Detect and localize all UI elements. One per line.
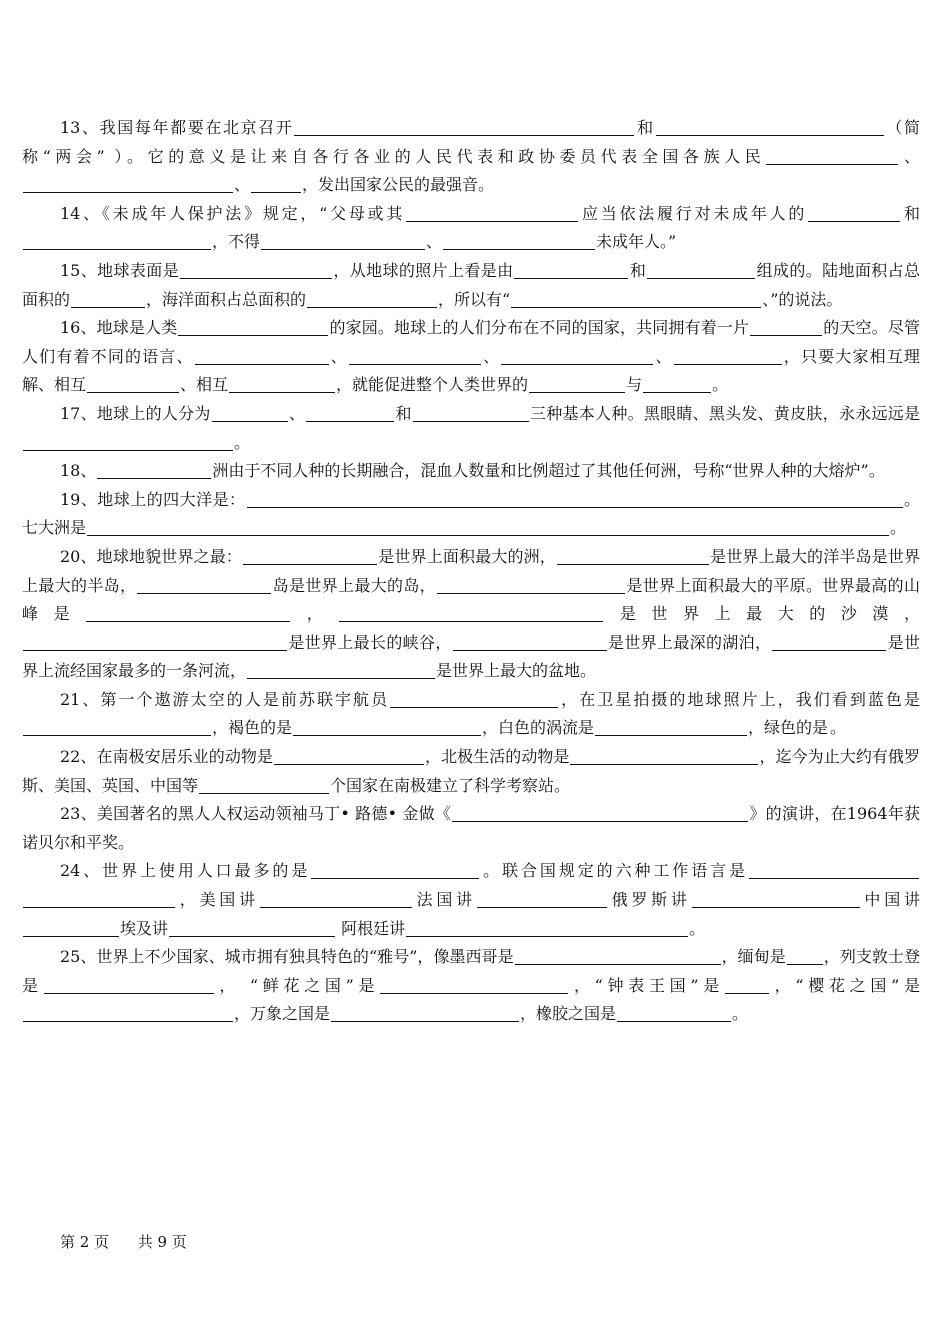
answer-blank[interactable] (23, 917, 119, 937)
question-text: 是世界上最大的沙漠， (604, 604, 920, 624)
question-text: 15、地球表面是 (60, 260, 179, 280)
question-text: 、相互 (180, 375, 229, 395)
answer-blank[interactable] (406, 917, 688, 937)
answer-blank[interactable] (261, 230, 425, 250)
answer-blank[interactable] (195, 345, 329, 365)
question-text: ，“钟表王国”是 (569, 975, 724, 995)
question-item (22, 200, 920, 257)
answer-blank[interactable] (180, 259, 332, 279)
answer-blank[interactable] (212, 402, 288, 422)
question-item (22, 400, 920, 457)
question-text: ， “鲜花之国”是 (214, 975, 380, 995)
answer-blank[interactable] (331, 1002, 519, 1022)
question-text: 25、世界上不少国家、城市拥有独具特色的“雅号”，像墨西哥是 (60, 947, 514, 967)
question-text: 俄罗斯讲 (607, 890, 691, 910)
answer-blank[interactable] (772, 631, 886, 651)
question-text: 、 (426, 232, 443, 252)
answer-blank[interactable] (311, 859, 479, 879)
question-text: ，所以有“ (438, 289, 511, 309)
answer-blank[interactable] (294, 116, 634, 136)
question-text: ，白色的涡流是 (482, 718, 595, 738)
answer-blank[interactable] (339, 602, 603, 622)
question-item (22, 800, 920, 857)
question-text: 22、在南极安居乐业的动物是 (60, 747, 273, 767)
answer-blank[interactable] (23, 431, 233, 451)
answer-blank[interactable] (23, 230, 211, 250)
question-text: 和 (901, 203, 920, 223)
answer-blank[interactable] (766, 145, 898, 165)
question-text: 是世界上面积最大的洲， (378, 546, 556, 566)
answer-blank[interactable] (529, 373, 625, 393)
answer-blank[interactable] (86, 602, 290, 622)
answer-blank[interactable] (307, 288, 437, 308)
question-text: 、 (899, 146, 920, 166)
question-text: 17、地球上的人分为 (60, 403, 211, 423)
answer-blank[interactable] (247, 659, 435, 679)
question-text: 是世界上流经国家最多的一条河流， (22, 632, 920, 681)
question-text: ，“樱花之国”是 (769, 975, 920, 995)
question-text: 20、地球地貌世界之最： (60, 546, 243, 566)
question-text: 和 (395, 403, 412, 423)
answer-blank[interactable] (452, 802, 748, 822)
answer-blank[interactable] (97, 459, 211, 479)
question-item (22, 857, 920, 943)
answer-blank[interactable] (437, 574, 625, 594)
answer-blank[interactable] (87, 373, 179, 393)
answer-blank[interactable] (178, 316, 328, 336)
answer-blank[interactable] (647, 259, 755, 279)
question-item (22, 543, 920, 686)
question-text: ，北极生活的动物是 (425, 747, 570, 767)
question-text: 未成年人。” (596, 232, 677, 252)
question-text: ，橡胶之国是 (520, 1004, 617, 1024)
question-text: 16、地球是人类 (60, 318, 178, 338)
question-text: 21、第一个遨游太空的人是前苏联宇航员 (60, 689, 390, 709)
question-text: 。 (712, 375, 729, 395)
question-text: 是世界上最大的洋半岛是世界上最大的半岛， (22, 546, 920, 595)
question-text: ，绿色的是 (748, 718, 829, 738)
answer-blank[interactable] (169, 917, 335, 937)
answer-blank[interactable] (243, 545, 377, 565)
question-text: 阿根廷讲 (336, 918, 406, 938)
question-text: 三种基本人种。黑眼睛、黑头发、黄皮肤，永永远远是 (529, 403, 920, 423)
answer-blank[interactable] (643, 373, 711, 393)
answer-blank[interactable] (229, 373, 335, 393)
question-text: ，就能促进整个人类世界的 (336, 375, 529, 395)
answer-blank[interactable] (453, 631, 607, 651)
answer-blank[interactable] (380, 974, 568, 994)
question-text: 是世界上最深的湖泊， (607, 632, 772, 652)
question-text: 14、《未成年人保护法》规定，“父母或其 (60, 203, 406, 223)
answer-blank[interactable] (199, 774, 329, 794)
question-text: 。七大洲是 (22, 489, 920, 538)
question-item (22, 486, 920, 543)
question-text: 应当依法履行对未成年人的 (579, 203, 808, 223)
question-item (22, 314, 920, 400)
answer-blank[interactable] (515, 945, 721, 965)
answer-blank[interactable] (23, 173, 233, 193)
question-item (22, 457, 920, 486)
question-text: 、 (288, 403, 306, 423)
question-text: （简称“两会” ）。它的意义是让来自各行各业的人民代表和政协委员代表全国各族人民 (22, 118, 920, 166)
question-text: 18、 (60, 461, 97, 481)
question-text: ，发出国家公民的最强音。 (302, 175, 495, 195)
answer-blank[interactable] (293, 716, 481, 736)
answer-blank[interactable] (23, 716, 211, 736)
page-number: 第 2 页 (60, 1233, 110, 1251)
answer-blank[interactable] (656, 116, 884, 136)
question-text: ，在卫星拍摄的地球照片上，我们看到蓝色是 (559, 689, 920, 709)
answer-blank[interactable] (750, 316, 822, 336)
question-text: ，海洋面积占总面积的 (146, 289, 307, 309)
answer-blank[interactable] (251, 173, 301, 193)
answer-blank[interactable] (674, 345, 782, 365)
answer-blank[interactable] (787, 945, 823, 965)
question-item (22, 943, 920, 1029)
question-text: 。 (234, 432, 251, 452)
answer-blank[interactable] (23, 631, 287, 651)
question-text: 埃及讲 (120, 918, 169, 938)
question-text: 。 (890, 518, 907, 538)
answer-blank[interactable] (44, 974, 214, 994)
question-text: 的天空。尽管人们有着不同的语言、 (22, 318, 920, 366)
answer-blank[interactable] (595, 716, 747, 736)
question-text: 中国讲 (860, 890, 920, 910)
answer-blank[interactable] (260, 888, 412, 908)
answer-blank[interactable] (406, 202, 578, 222)
question-text: 和 (629, 260, 647, 280)
answer-blank[interactable] (692, 888, 860, 908)
question-text: ，列支敦士登是 (22, 947, 920, 995)
question-text: 。 (830, 718, 847, 738)
answer-blank[interactable] (511, 288, 761, 308)
answer-blank[interactable] (617, 1002, 731, 1022)
question-text: ，褐色的是 (212, 718, 293, 738)
question-text: 、 (329, 346, 348, 366)
question-text: 岛是世界上最大的岛， (272, 575, 436, 595)
question-text: 23、美国著名的黑人人权运动领袖马丁• 路德• 金做《 (60, 804, 452, 824)
question-text: ，迄今为止大约有俄罗斯、美国、英国、中国等 (22, 747, 920, 795)
question-text: ，缅甸是 (721, 947, 786, 967)
question-text: 个国家在南极建立了科学考察站。 (330, 775, 571, 795)
question-text: 、 (481, 346, 501, 366)
question-text: 与 (626, 375, 643, 395)
question-text: ，不得 (212, 232, 261, 252)
question-text: 》的演讲，在1964年获诺贝尔和平奖。 (22, 804, 920, 852)
question-text: ，只要大家相互理解、相互 (22, 346, 920, 395)
question-text: 、 (234, 175, 251, 195)
answer-blank[interactable] (247, 488, 903, 508)
answer-blank[interactable] (477, 888, 607, 908)
question-text: 、 (654, 346, 673, 366)
answer-blank[interactable] (570, 745, 758, 765)
document-body (22, 114, 920, 1029)
question-text: 。 (689, 918, 706, 938)
question-text: ，从地球的照片上看是由 (332, 260, 514, 280)
question-text: 法国讲 (412, 890, 476, 910)
answer-blank[interactable] (306, 402, 394, 422)
answer-blank[interactable] (274, 745, 424, 765)
answer-blank[interactable] (725, 974, 769, 994)
question-item (22, 114, 920, 200)
question-text: 是世界上面积最大的平原。世界最高的山峰是 (22, 575, 920, 624)
question-text: 、”的说法。 (762, 289, 843, 309)
question-item (22, 257, 920, 314)
question-text: ，美国讲 (176, 890, 259, 910)
question-text: 19、地球上的四大洋是： (60, 489, 246, 509)
question-text: 。 (732, 1004, 749, 1024)
answer-blank[interactable] (413, 402, 529, 422)
answer-blank[interactable] (749, 859, 919, 879)
answer-blank[interactable] (137, 574, 271, 594)
page-footer (60, 1230, 187, 1254)
answer-blank[interactable] (23, 888, 175, 908)
question-text: 和 (635, 118, 655, 137)
answer-blank[interactable] (443, 230, 595, 250)
question-text: ， (291, 604, 339, 624)
question-item (22, 686, 920, 743)
answer-blank[interactable] (87, 516, 889, 536)
answer-blank[interactable] (514, 259, 628, 279)
answer-blank[interactable] (71, 288, 145, 308)
question-text: 的家园。地球上的人们分布在不同的国家，共同拥有着一片 (329, 318, 750, 338)
question-text: 是世界上最长的峡谷， (288, 632, 452, 652)
answer-blank[interactable] (501, 345, 653, 365)
question-text: 组成的。陆地面积占总面积的 (22, 260, 920, 309)
question-text: 洲由于不同人种的长期融合，混血人数量和比例超过了其他任何洲，号称“世界人种的大熔炉”。 (212, 461, 885, 481)
question-text: 是世界上最大的盆地。 (436, 661, 597, 681)
answer-blank[interactable] (808, 202, 900, 222)
question-text: ，万象之国是 (234, 1004, 331, 1024)
answer-blank[interactable] (557, 545, 709, 565)
answer-blank[interactable] (23, 1002, 233, 1022)
question-text: 。联合国规定的六种工作语言是 (480, 861, 748, 881)
answer-blank[interactable] (390, 688, 558, 708)
answer-blank[interactable] (349, 345, 481, 365)
question-text: 13、我国每年都要在北京召开 (60, 118, 294, 137)
question-item (22, 743, 920, 800)
page-total: 共 9 页 (137, 1233, 187, 1251)
question-text: 24、世界上使用人口最多的是 (60, 861, 311, 881)
